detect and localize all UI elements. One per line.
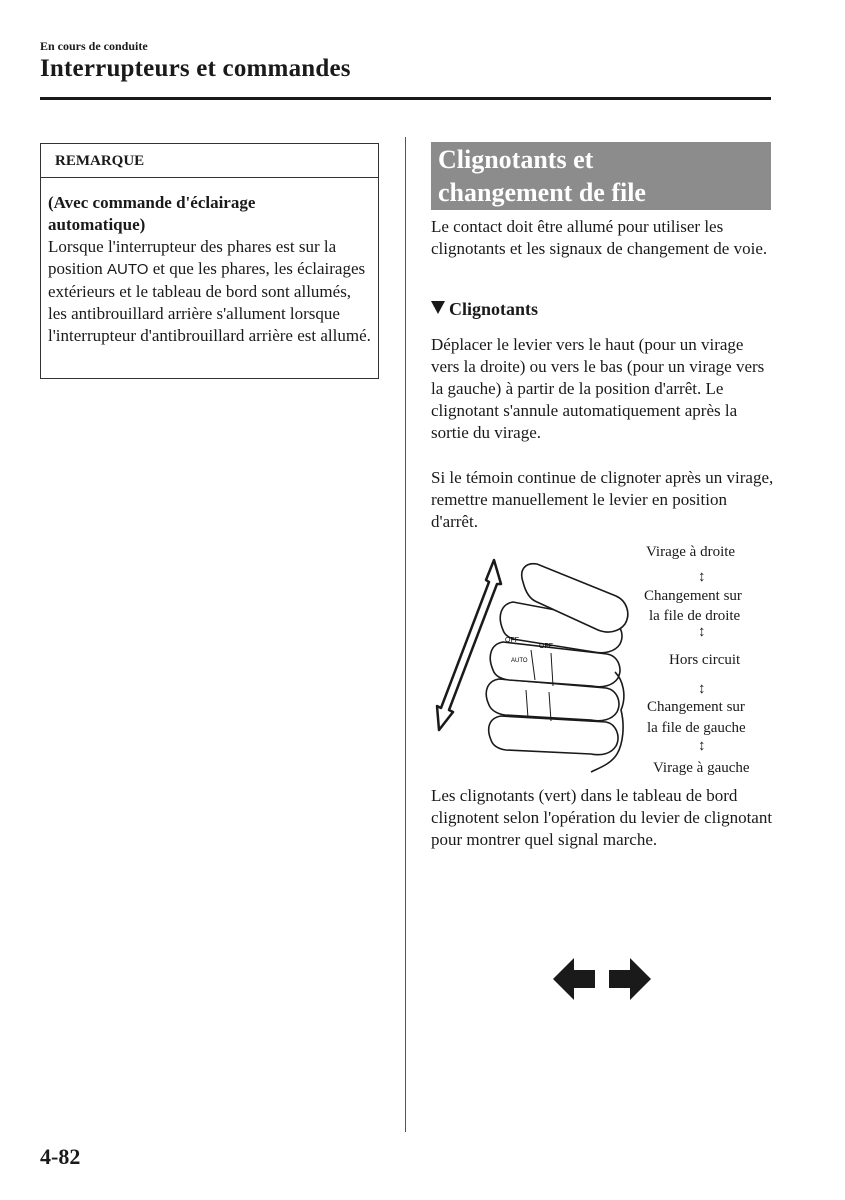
note-box [40,143,379,379]
header-rule [40,97,771,100]
note-body [41,178,378,347]
note-label: REMARQUE [41,144,378,178]
up-down-arrow-icon: ↕ [698,738,706,754]
column-divider [405,137,406,1132]
paragraph-indicators: Les clignotants (vert) dans le tableau de bord clignotent selon l'opération du levier de clignotant pour montrer quel signal marche. [431,786,773,849]
paragraph-reset: Si le témoin continue de clignoter après un virage, remettre manuellement le levier en position d'arrêt. [431,468,774,531]
triangle-bullet-icon [431,301,445,314]
label-right-turn: Virage à droite [646,544,736,560]
note-text-part1: Lorsque l'interrupteur des phares est sur la position [48,237,337,278]
section-label: En cours de conduite [40,39,148,53]
right-arrow-icon [609,958,651,1000]
label-lane-left-1: Changement sur [647,699,745,715]
lever-text-auto: AUTO [511,658,528,664]
section-banner-line1: Clignotants et [438,145,594,174]
note-text-auto: AUTO [107,261,149,278]
page-number: 4-82 [40,1144,81,1169]
label-lane-right-1: Changement sur [644,588,742,604]
left-arrow-icon [553,958,595,1000]
label-off: Hors circuit [669,652,741,668]
note-subtitle-line1: (Avec commande d'éclairage [48,193,256,212]
lever-text-off1: OFF [505,637,519,644]
page-title: Interrupteurs et commandes [40,55,351,82]
note-text [48,236,372,347]
turn-signal-arrows-icon [553,958,651,1000]
intro-paragraph: Le contact doit être allumé pour utiliser les clignotants et les signaux de changement de voie. [431,217,768,258]
subheading-text: Clignotants [449,299,539,319]
label-left-turn: Virage à gauche [653,760,750,776]
section-banner [431,142,771,210]
note-subtitle-line2: automatique) [48,215,146,234]
paragraph-operation: Déplacer le levier vers le haut (pour un virage vers la droite) ou vers le bas (pour un virage vers la gauche) à partir de la position d'arrêt. Le clignotant s'annule automatiquement après la sortie du virage. [431,335,765,442]
up-down-arrow-icon: ↕ [698,569,706,585]
subheading [431,299,538,320]
up-down-arrow-icon: ↕ [698,624,706,640]
label-lane-left-2: la file de gauche [647,720,746,736]
note-text-part2: et que les phares, les éclairages extérieurs et le tableau de bord sont allumés, les antibrouillard arrière s'allument lorsque l'interrupteur d'antibrouillard arrière est allumé. [48,259,371,345]
up-down-arrow-icon: ↕ [698,681,706,697]
lever-text-off2: OFF [539,643,553,650]
section-banner-line2: changement de file [438,178,646,207]
turn-signal-lever-figure [431,540,771,785]
label-lane-right-2: la file de droite [649,608,741,624]
